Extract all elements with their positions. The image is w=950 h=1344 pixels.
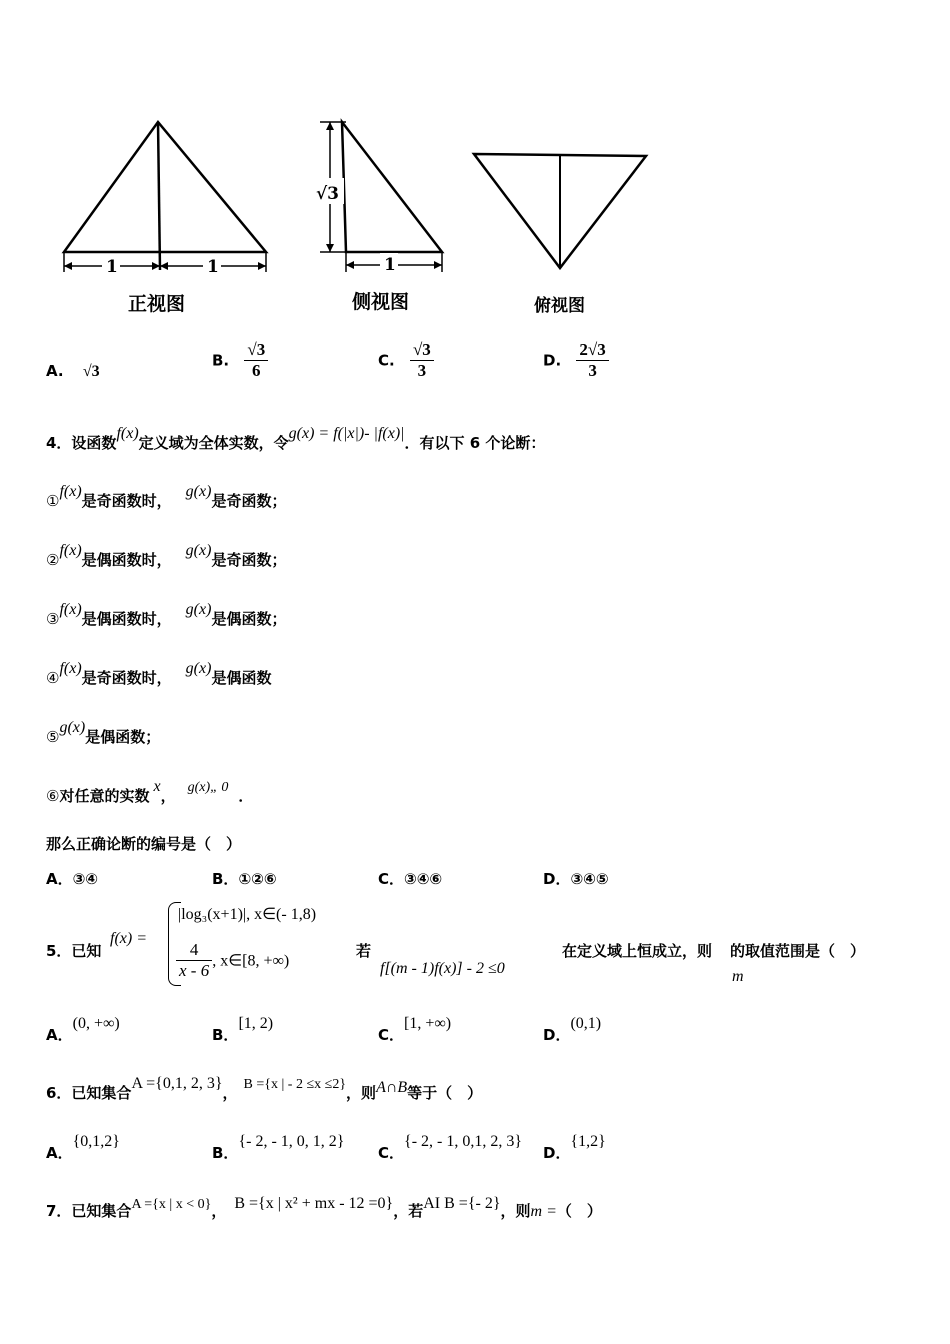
q7-stem: 7．已知集合A ={x | x < 0}， B ={x | x² + mx - 12 =0}，若AI B ={- 2}，则m =（ ） bbox=[46, 1195, 602, 1220]
q6-option-a[interactable]: A．{0,1,2} bbox=[46, 1133, 120, 1162]
q5-option-c[interactable]: C．[1, +∞) bbox=[378, 1015, 452, 1044]
q5-fx: f(x) = bbox=[110, 930, 147, 947]
front-view-label: 正视图 bbox=[128, 293, 186, 315]
q5-option-b[interactable]: B．[1, 2) bbox=[212, 1015, 274, 1044]
q4-item-3: ③f(x)是偶函数时，g(x)是偶函数； bbox=[46, 601, 287, 628]
q5-option-a[interactable]: A．(0, +∞) bbox=[46, 1015, 120, 1044]
q4-option-b[interactable]: B．①②⑥ bbox=[212, 870, 277, 888]
q4-item-4: ④f(x)是奇函数时，g(x)是偶函数 bbox=[46, 660, 272, 687]
q6-option-d[interactable]: D．{1,2} bbox=[543, 1133, 606, 1162]
front-view bbox=[64, 122, 266, 315]
q4-item-6: ⑥对任意的实数x， g(x)„ 0 ． bbox=[46, 778, 254, 805]
q5-option-d[interactable]: D．(0,1) bbox=[543, 1015, 602, 1044]
q5-m: m bbox=[732, 968, 744, 985]
q5-case-2: $\frac{4}{x - 6}$ , x∈[8, +∞) bbox=[176, 940, 289, 981]
q5-tail: 在定义域上恒成立，则 的取值范围是（ ） bbox=[562, 942, 866, 960]
side-dim-base: 1 bbox=[384, 255, 396, 275]
q3-option-c[interactable]: C. $\frac{√3}{3}$ bbox=[378, 340, 434, 381]
side-view bbox=[316, 122, 442, 313]
three-view-figure bbox=[40, 110, 680, 325]
front-dim-right: 1 bbox=[207, 257, 219, 277]
q5-inequality: f[(m - 1)f(x)] - 2 ≤0 bbox=[380, 960, 505, 977]
q5-prefix: 5．已知 bbox=[46, 942, 102, 960]
q3-option-d[interactable]: D. $\frac{2√3}{3}$ bbox=[543, 340, 609, 381]
q6-stem: 6．已知集合A ={0,1, 2, 3}， B ={x | - 2 ≤x ≤2}，则A∩B等于（ ） bbox=[46, 1075, 483, 1102]
q5-case-1: |log₃(x+1)|, x∈(- 1,8) bbox=[178, 906, 317, 923]
q4-item-1: ①f(x)是奇函数时，g(x)是奇函数； bbox=[46, 483, 287, 510]
q5-ruo: 若 bbox=[356, 942, 372, 960]
top-view bbox=[474, 154, 646, 316]
q4-option-d[interactable]: D．③④⑤ bbox=[543, 870, 609, 888]
q3-option-b[interactable]: B. $\frac{√3}{6}$ bbox=[212, 340, 268, 381]
q3-option-a[interactable]: A. √3 bbox=[46, 362, 100, 380]
q4-stem: 4．设函数f(x)定义域为全体实数，令g(x) = f(|x|)- |f(x)|．有以下 6 个论断： bbox=[46, 425, 546, 452]
q4-item-2: ②f(x)是偶函数时，g(x)是奇函数； bbox=[46, 542, 287, 569]
q4-item-5: ⑤g(x)是偶函数； bbox=[46, 719, 161, 746]
q4-option-c[interactable]: C．③④⑥ bbox=[378, 870, 443, 888]
q4-question: 那么正确论断的编号是（ ） bbox=[46, 835, 242, 853]
front-dim-left: 1 bbox=[106, 257, 118, 277]
q4-option-a[interactable]: A．③④ bbox=[46, 870, 99, 888]
q6-option-c[interactable]: C．{- 2, - 1, 0,1, 2, 3} bbox=[378, 1133, 523, 1162]
q6-option-b[interactable]: B．{- 2, - 1, 0, 1, 2} bbox=[212, 1133, 345, 1162]
top-view-label: 俯视图 bbox=[534, 296, 585, 316]
side-dim-height: √3 bbox=[316, 184, 340, 204]
side-view-label: 侧视图 bbox=[352, 291, 410, 313]
